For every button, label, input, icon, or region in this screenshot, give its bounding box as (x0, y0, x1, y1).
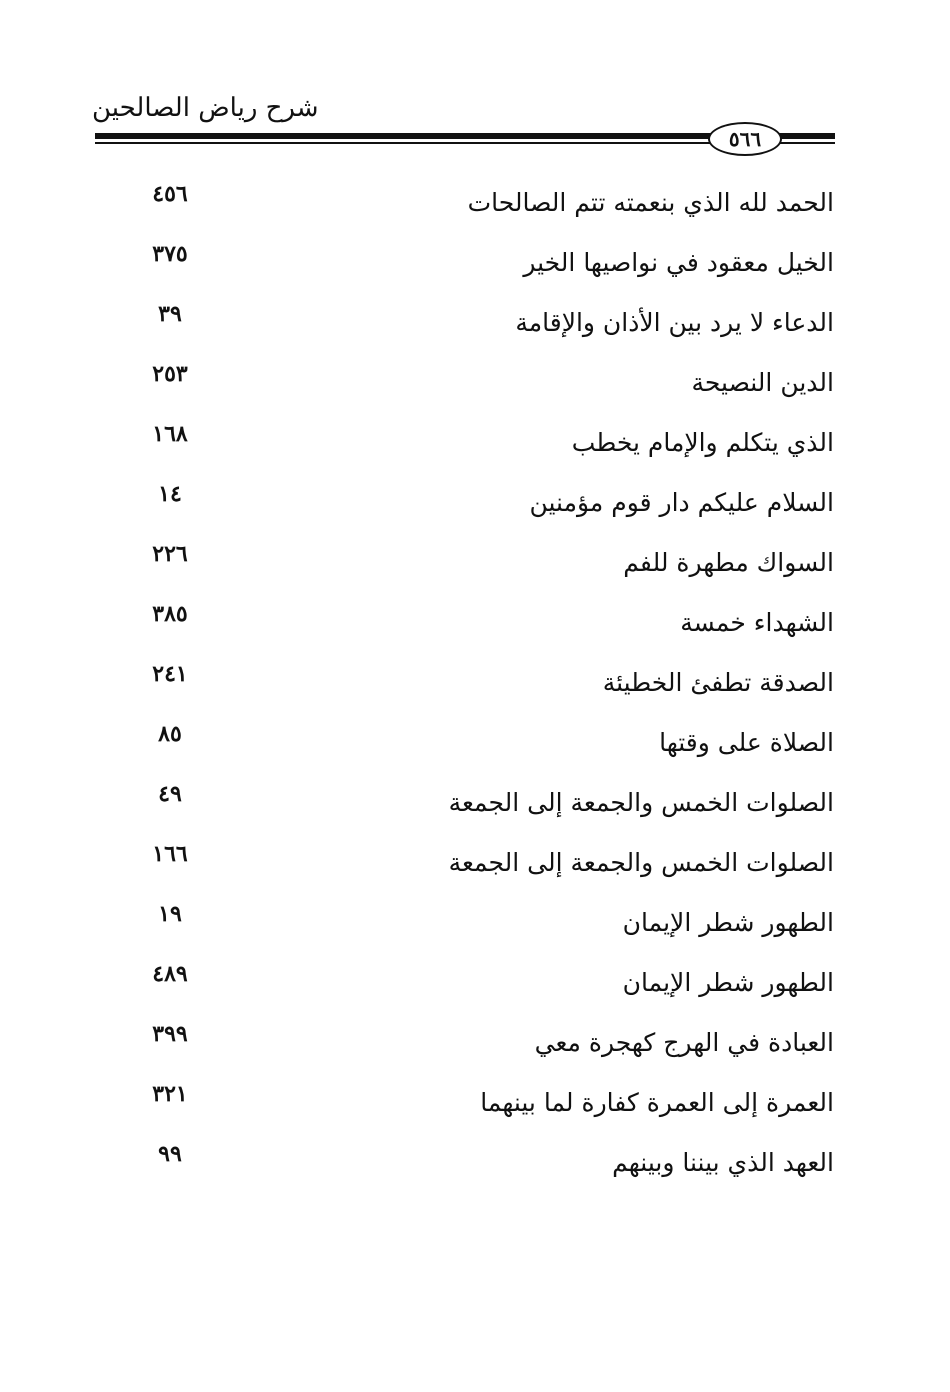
index-entry (0, 541, 950, 605)
entry-page-number: ١٦٨ (152, 421, 188, 447)
entry-hadith-text: الصلوات الخمس والجمعة إلى الجمعة (448, 788, 834, 817)
entry-page-number: ١٦٦ (152, 841, 188, 867)
index-entry (0, 181, 950, 245)
entry-hadith-text: العبادة في الهرج كهجرة معي (534, 1028, 834, 1057)
entry-page-number: ٩٩ (158, 1141, 182, 1167)
entry-hadith-text: الطهور شطر الإيمان (622, 968, 834, 997)
entry-hadith-text: الصلاة على وقتها (659, 728, 834, 757)
entry-hadith-text: الخيل معقود في نواصيها الخير (523, 248, 834, 277)
index-entry (0, 961, 950, 1025)
index-entry (0, 301, 950, 365)
index-entry (0, 361, 950, 425)
entry-hadith-text: العمرة إلى العمرة كفارة لما بينهما (480, 1088, 834, 1117)
entry-hadith-text: العهد الذي بيننا وبينهم (612, 1148, 834, 1177)
entry-page-number: ٤٨٩ (152, 961, 188, 987)
entry-page-number: ١٩ (158, 901, 182, 927)
entry-page-number: ٢٥٣ (152, 361, 188, 387)
entry-page-number: ٤٩ (158, 781, 182, 807)
entry-hadith-text: الصدقة تطفئ الخطيئة (602, 668, 834, 697)
index-entry (0, 601, 950, 665)
entry-hadith-text: الدين النصيحة (691, 368, 834, 397)
entry-page-number: ٣٩ (158, 301, 182, 327)
entry-hadith-text: الدعاء لا يرد بين الأذان والإقامة (515, 308, 834, 337)
entry-page-number: ٣٩٩ (152, 1021, 188, 1047)
entry-page-number: ٨٥ (158, 721, 182, 747)
entry-page-number: ٣٧٥ (152, 241, 188, 267)
entry-hadith-text: الشهداء خمسة (680, 608, 834, 637)
index-entry (0, 421, 950, 485)
entry-page-number: ١٤ (158, 481, 182, 507)
index-entry (0, 1081, 950, 1145)
entry-hadith-text: الصلوات الخمس والجمعة إلى الجمعة (448, 848, 834, 877)
index-entry (0, 841, 950, 905)
entry-hadith-text: الطهور شطر الإيمان (622, 908, 834, 937)
entry-page-number: ٢٤١ (152, 661, 188, 687)
entry-page-number: ٣٨٥ (152, 601, 188, 627)
running-header-title: شرح رياض الصالحين (92, 93, 319, 123)
index-entry (0, 901, 950, 965)
index-entry (0, 1141, 950, 1205)
index-entry (0, 721, 950, 785)
entry-hadith-text: السواك مطهرة للفم (623, 548, 834, 577)
index-entry (0, 781, 950, 845)
entry-page-number: ٤٥٦ (152, 181, 188, 207)
entry-hadith-text: السلام عليكم دار قوم مؤمنين (529, 488, 834, 517)
entry-hadith-text: الذي يتكلم والإمام يخطب (571, 428, 834, 457)
index-entry (0, 241, 950, 305)
index-entry (0, 1021, 950, 1085)
entry-hadith-text: الحمد لله الذي بنعمته تتم الصالحات (467, 188, 834, 217)
entry-page-number: ٣٢١ (152, 1081, 188, 1107)
index-entry (0, 481, 950, 545)
entry-page-number: ٢٢٦ (152, 541, 188, 567)
page-number-badge: ٥٦٦ (708, 122, 782, 156)
index-entry (0, 661, 950, 725)
